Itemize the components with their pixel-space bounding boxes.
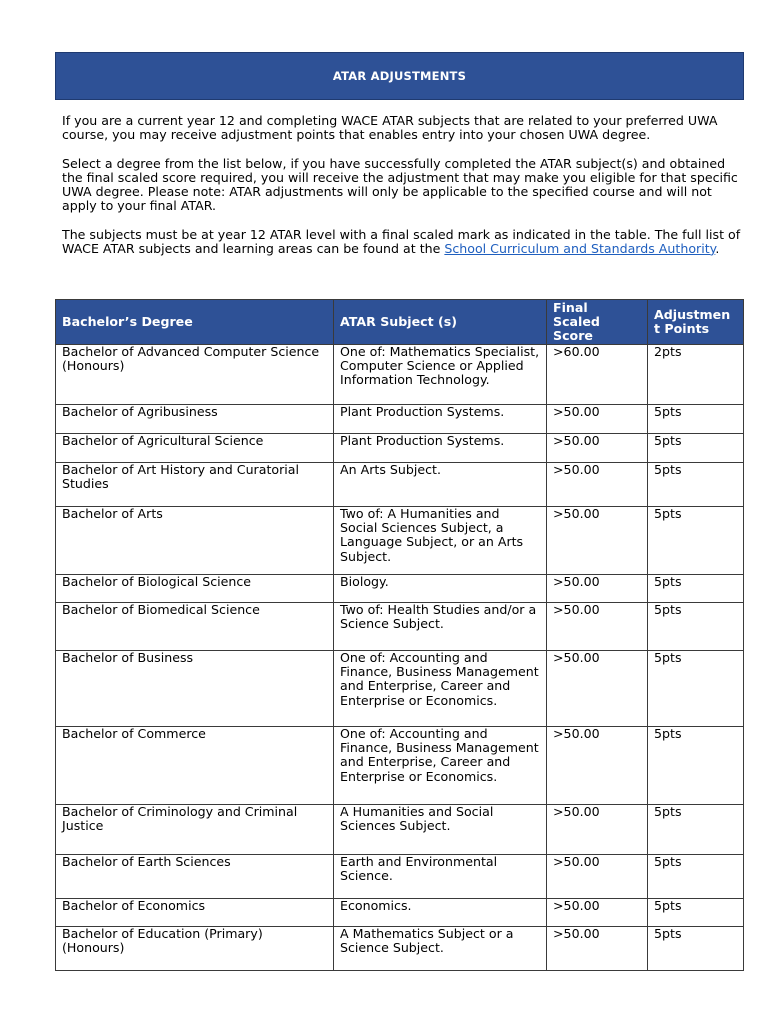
intro-text bbox=[62, 114, 742, 270]
cell-degree: Bachelor of Art History and Curatorial Studies bbox=[56, 463, 334, 507]
cell-score: >50.00 bbox=[547, 855, 648, 899]
cell-subject: One of: Mathematics Specialist, Computer Science or Applied Information Technology. bbox=[334, 345, 547, 405]
intro-paragraph-3 bbox=[62, 228, 742, 256]
cell-degree: Bachelor of Economics bbox=[56, 899, 334, 927]
intro-paragraph-2: Select a degree from the list below, if you have successfully completed the ATAR subject(s) and obtained the final scaled score required, you will receive the adjustment that may make you eligible for that specific UWA degree. Please note: ATAR adjustments will only be applicable to the specified course and will not apply to your final ATAR. bbox=[62, 155, 738, 214]
cell-score: >50.00 bbox=[547, 899, 648, 927]
table-row bbox=[56, 507, 744, 575]
header-points: Adjustmen t Points bbox=[648, 300, 744, 345]
cell-subject: One of: Accounting and Finance, Business Management and Enterprise, Career and Enterprise or Economics. bbox=[334, 651, 547, 727]
intro-paragraph-3-text: The subjects must be at year 12 ATAR level with a final scaled mark as indicated in the table. The full list of WACE ATAR subjects and learning areas can be found at the bbox=[62, 226, 741, 256]
cell-subject: Two of: A Humanities and Social Sciences Subject, a Language Subject, or an Arts Subject. bbox=[334, 507, 547, 575]
cell-subject: Economics. bbox=[334, 899, 547, 927]
page-title: ATAR ADJUSTMENTS bbox=[332, 69, 467, 83]
cell-subject: Two of: Health Studies and/or a Science Subject. bbox=[334, 603, 547, 651]
cell-points: 5pts bbox=[648, 855, 744, 899]
cell-score: >50.00 bbox=[547, 463, 648, 507]
cell-degree: Bachelor of Criminology and Criminal Justice bbox=[56, 805, 334, 855]
cell-points: 5pts bbox=[648, 405, 744, 434]
cell-degree: Bachelor of Biological Science bbox=[56, 575, 334, 603]
cell-points: 5pts bbox=[648, 507, 744, 575]
cell-score: >50.00 bbox=[547, 727, 648, 805]
cell-score: >50.00 bbox=[547, 805, 648, 855]
cell-score: >50.00 bbox=[547, 405, 648, 434]
cell-points: 5pts bbox=[648, 434, 744, 463]
cell-points: 5pts bbox=[648, 899, 744, 927]
cell-degree: Bachelor of Earth Sciences bbox=[56, 855, 334, 899]
table-row bbox=[56, 434, 744, 463]
header-subject: ATAR Subject (s) bbox=[334, 300, 547, 345]
table-row bbox=[56, 345, 744, 405]
table-row bbox=[56, 805, 744, 855]
cell-degree: Bachelor of Commerce bbox=[56, 727, 334, 805]
cell-points: 5pts bbox=[648, 805, 744, 855]
table-row bbox=[56, 463, 744, 507]
cell-points: 5pts bbox=[648, 651, 744, 727]
cell-subject: A Humanities and Social Sciences Subject. bbox=[334, 805, 547, 855]
table-row bbox=[56, 603, 744, 651]
cell-subject: Plant Production Systems. bbox=[334, 405, 547, 434]
cell-score: >60.00 bbox=[547, 345, 648, 405]
table-row bbox=[56, 727, 744, 805]
cell-points: 2pts bbox=[648, 345, 744, 405]
cell-score: >50.00 bbox=[547, 575, 648, 603]
table-row bbox=[56, 405, 744, 434]
table-row bbox=[56, 575, 744, 603]
cell-degree: Bachelor of Business bbox=[56, 651, 334, 727]
cell-points: 5pts bbox=[648, 575, 744, 603]
cell-subject: One of: Accounting and Finance, Business Management and Enterprise, Career and Enterprise or Economics. bbox=[334, 727, 547, 805]
table-row bbox=[56, 899, 744, 927]
cell-subject: Biology. bbox=[334, 575, 547, 603]
table-body bbox=[56, 345, 744, 971]
intro-paragraph-3-end: . bbox=[715, 240, 720, 256]
intro-paragraph-1: If you are a current year 12 and completing WACE ATAR subjects that are related to your preferred UWA course, you may receive adjustment points that enables entry into your chosen UWA degree. bbox=[62, 113, 718, 143]
cell-subject: A Mathematics Subject or a Science Subject. bbox=[334, 927, 547, 971]
table-row bbox=[56, 651, 744, 727]
cell-degree: Bachelor of Advanced Computer Science (Honours) bbox=[56, 345, 334, 405]
cell-degree: Bachelor of Biomedical Science bbox=[56, 603, 334, 651]
scsa-link[interactable]: School Curriculum and Standards Authority bbox=[444, 240, 716, 256]
cell-score: >50.00 bbox=[547, 603, 648, 651]
table-header-row bbox=[56, 300, 744, 345]
cell-subject: An Arts Subject. bbox=[334, 463, 547, 507]
cell-degree: Bachelor of Agribusiness bbox=[56, 405, 334, 434]
header-degree: Bachelor’s Degree bbox=[56, 300, 334, 345]
cell-points: 5pts bbox=[648, 603, 744, 651]
atar-adjustments-table bbox=[55, 299, 744, 971]
cell-degree: Bachelor of Education (Primary) (Honours) bbox=[56, 927, 334, 971]
cell-score: >50.00 bbox=[547, 651, 648, 727]
cell-degree: Bachelor of Arts bbox=[56, 507, 334, 575]
cell-degree: Bachelor of Agricultural Science bbox=[56, 434, 334, 463]
cell-points: 5pts bbox=[648, 727, 744, 805]
table-row bbox=[56, 855, 744, 899]
cell-score: >50.00 bbox=[547, 927, 648, 971]
table-row bbox=[56, 927, 744, 971]
cell-score: >50.00 bbox=[547, 507, 648, 575]
header-score: Final Scaled Score bbox=[547, 300, 648, 345]
cell-points: 5pts bbox=[648, 463, 744, 507]
page-title-bar bbox=[55, 52, 744, 100]
cell-points: 5pts bbox=[648, 927, 744, 971]
cell-subject: Plant Production Systems. bbox=[334, 434, 547, 463]
cell-score: >50.00 bbox=[547, 434, 648, 463]
cell-subject: Earth and Environmental Science. bbox=[334, 855, 547, 899]
